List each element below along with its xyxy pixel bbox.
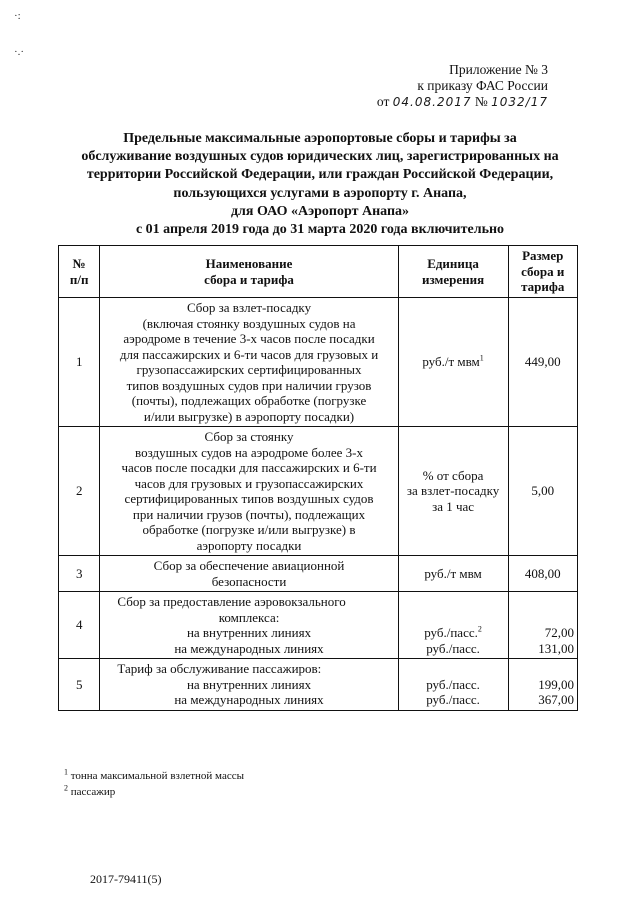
row-unit-text: руб./т мвм [422,354,480,370]
footnote-2-mark: 2 [64,783,68,793]
row-unit-line: руб./пасс. [426,692,480,707]
page-mark-top: ·: [14,10,21,22]
header-num-line: № [72,256,86,271]
footnotes [64,768,244,800]
footnote-1 [64,768,244,784]
appendix-number-handwritten: 1032/17 [491,95,548,109]
row-sub-line: на внутренних линиях [186,676,312,692]
row-unit [398,659,508,711]
row-name [100,659,398,711]
row-name-line: аэропорту посадки [196,537,302,553]
title-line-2: обслуживание воздушных судов юридических лиц, зарегистрированных на [81,149,559,165]
table-row [59,659,578,711]
table-row [59,556,578,592]
header-rate-line: тарифа [521,279,565,295]
footnote-ref: 1 [479,353,484,363]
row-sub-line: на внутренних линиях [186,625,312,640]
appendix-from-label: от [376,94,390,109]
row-name-line: грузопассажирских сертифицированных [136,362,362,377]
row-unit [398,298,508,427]
row-name-line: Сбор за обеспечение авиационной [153,558,345,573]
row-rate: 5,00 [508,427,578,556]
row-name [100,298,398,427]
header-rate [508,246,578,298]
title-line-3: территории Российской Федерации, или граждан Российской Федерации, [86,167,554,183]
row-name-line: Сбор за взлет-посадку [186,300,312,315]
appendix-number-sign: № [474,94,488,109]
row-num: 4 [59,592,100,659]
footnote-2 [64,784,244,800]
row-unit-line: за 1 час [432,498,475,514]
header-num [59,246,100,298]
table-row [59,592,578,659]
table-row [59,298,578,427]
header-rate-line: сбора и [521,263,565,279]
row-name-line: для пассажирских и 6-ти часов для грузовых и [119,346,379,362]
row-unit [398,592,508,659]
row-name-line: (включая стоянку воздушных судов на [142,315,356,331]
document-title [40,130,600,239]
header-unit-line: Единица [427,256,479,271]
document-registration-number: 2017-79411(5) [90,872,162,886]
row-name-line: типов воздушных судов при наличии грузов [126,377,372,393]
header-name-line: сбора и тарифа [204,271,294,287]
row-name-line: Сбор за стоянку [204,429,294,444]
row-name-line: Сбор за предоставление аэровокзального [117,594,346,609]
title-line-4: пользующихся услугами в аэропорту г. Анапа, [173,185,467,201]
appendix-block [377,62,548,110]
title-line-5: для ОАО «Аэропорт Анапа» [230,203,410,219]
row-sub-line: на международных линиях [174,640,324,656]
row-unit-line: руб./пасс. [426,676,480,692]
title-line-6: с 01 апреля 2019 года до 31 марта 2020 года включительно [135,222,505,238]
page-mark-second: ·.· [14,46,25,58]
row-unit-line: % от сбора [422,467,484,483]
row-name-line: и/или выгрузке) в аэропорту посадки) [143,408,355,424]
header-num-line: п/п [69,271,89,287]
row-name-line: (почты), подлежащих обработке (погрузке [131,393,367,408]
row-name [100,556,398,592]
header-name [100,246,398,298]
row-unit-line [402,625,505,641]
header-unit [398,246,508,298]
footnote-1-mark: 1 [64,767,68,777]
row-num: 2 [59,427,100,556]
header-name-line: Наименование [205,256,293,271]
row-name-line: часов после посадки для пассажирских и 6-ти [121,460,377,475]
row-rate-line: 199,00 [538,676,574,692]
footnote-1-text: тонна максимальной взлетной массы [70,770,244,782]
row-unit-line: за взлет-посадку [406,483,500,499]
row-rate-line: 367,00 [538,692,574,707]
row-rate [508,592,578,659]
header-rate-line: Размер [522,248,564,264]
footnote-ref: 2 [477,624,482,634]
row-rate: 449,00 [508,298,578,427]
appendix-date-handwritten: 04.08.2017 [392,95,472,109]
row-num: 3 [59,556,100,592]
row-name-line: аэродроме в течение 3-х часов после посадки [123,331,375,346]
title-line-1: Предельные максимальные аэропортовые сборы и тарифы за [123,131,517,146]
header-unit-line: измерения [421,271,485,287]
row-name-line: часов для грузовых и грузопассажирских [134,475,364,491]
row-unit-text: руб./пасс. [424,625,478,640]
tariff-table [58,245,578,711]
row-sub-line: на международных линиях [174,692,324,707]
row-rate-line: 72,00 [544,625,574,640]
appendix-order-ref: к приказу ФАС России [417,78,548,93]
row-num: 1 [59,298,100,427]
row-unit-line: руб./пасс. [426,640,480,656]
row-rate-line: 131,00 [538,640,574,656]
row-name-line: воздушных судов на аэродроме более 3-х [135,444,363,460]
row-name-line: обработке (погрузке и/или выгрузке) в [142,522,356,537]
row-name [100,592,398,659]
table-header-row [59,246,578,298]
row-rate: 408,00 [508,556,578,592]
appendix-date-number [377,94,548,110]
row-name-line: комплекса: [218,609,280,625]
row-num: 5 [59,659,100,711]
table-row [59,427,578,556]
row-name [100,427,398,556]
row-rate [508,659,578,711]
row-name-line: сертифицированных типов воздушных судов [124,491,374,506]
row-unit [398,427,508,556]
row-unit: руб./т мвм [398,556,508,592]
appendix-title: Приложение № 3 [449,62,548,77]
row-name-line: при наличии грузов (почты), подлежащих [132,506,366,522]
row-name-line: безопасности [211,573,287,589]
row-name-line: Тариф за обслуживание пассажиров: [117,661,322,676]
footnote-2-text: пассажир [70,786,116,798]
